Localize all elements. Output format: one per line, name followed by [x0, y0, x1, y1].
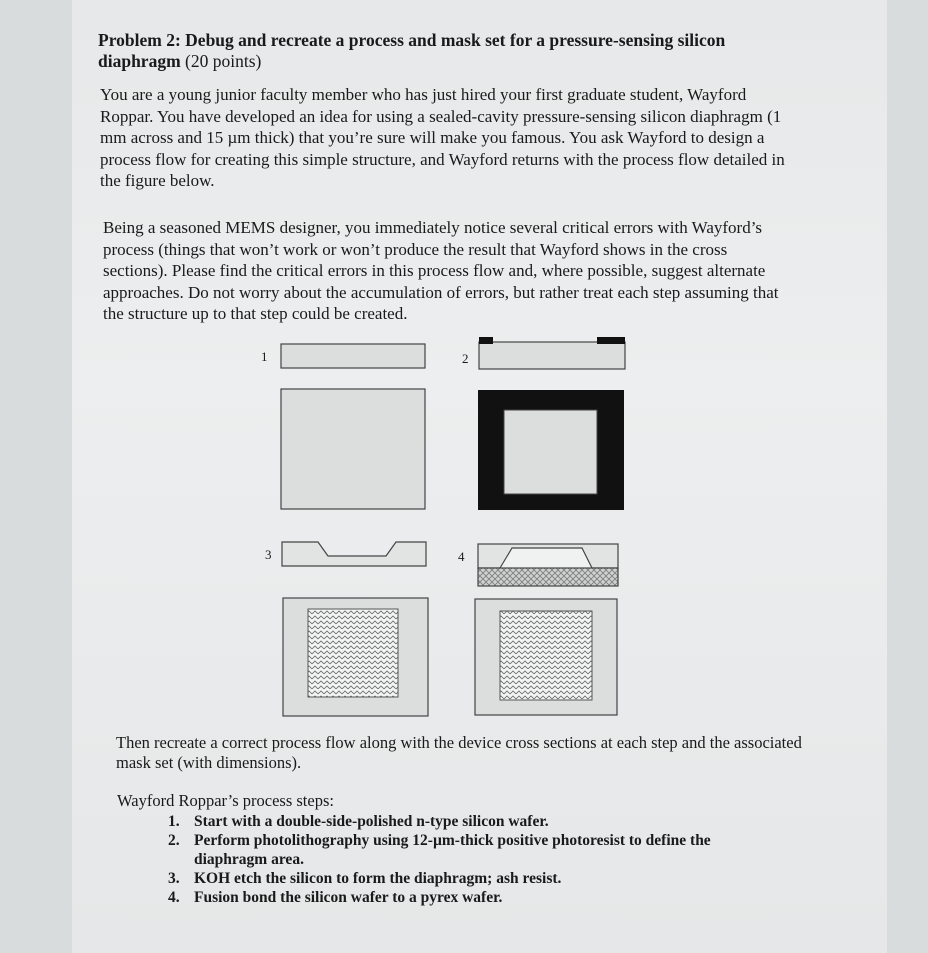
problem-title: Problem 2: Debug and recreate a process and mask set for a pressure-sensing silicon diaphragm	[98, 30, 726, 71]
step-1-label: 1	[261, 349, 268, 364]
step-2-label: 2	[462, 351, 469, 366]
step2-wafer-cross-section	[479, 342, 625, 369]
step4-diaphragm-area	[500, 611, 592, 700]
step3-etched-cross-section	[282, 542, 426, 566]
process-step: 3. KOH etch the silicon to form the diaphragm; ash resist.	[168, 870, 562, 887]
problem-points: (20 points)	[185, 51, 262, 71]
process-step: 1. Start with a double-side-polished n-type silicon wafer.	[168, 813, 549, 830]
step4-cavity	[500, 548, 592, 568]
step4-pyrex-layer	[478, 568, 618, 586]
step1-wafer-top-view	[281, 389, 425, 509]
intro-paragraph: You are a young junior faculty member who has just hired your first graduate student, Wayford Roppar. You have developed an idea for using a sealed-cavity pressure-sensing silicon diaphragm (1 mm across and 15 µm thick) that you’re sure will make you famous. You ask Wayford to design a process flow for creating this simple structure, and Wayford returns with the process flow detailed in the figure below.	[100, 85, 785, 190]
recreate-paragraph: Then recreate a correct process flow along with the device cross sections at each step and the associated mask set (with dimensions).	[116, 733, 802, 772]
step-3-label: 3	[265, 547, 272, 562]
step2-resist-right	[597, 337, 625, 344]
step2-mask-window	[504, 410, 597, 494]
errors-paragraph: Being a seasoned MEMS designer, you immediately notice several critical errors with Wayford’s process (things that won’t work or won’t produce the result that Wayford shows in the cross sections). Please find the critical errors in this process flow and, where possible, suggest alternate approaches. Do not worry about the accumulation of errors, but rather treat each step assuming that the structure up to that step could be created.	[103, 218, 779, 323]
step-4-label: 4	[458, 549, 465, 564]
process-steps-title: Wayford Roppar’s process steps:	[117, 791, 334, 810]
process-step: 4. Fusion bond the silicon wafer to a pyrex wafer.	[168, 889, 503, 906]
process-step: 2. Perform photolithography using 12-µm-thick positive photoresist to define the diaphragm area.	[168, 832, 711, 868]
process-steps-list	[168, 812, 768, 907]
step1-wafer-cross-section	[281, 344, 425, 368]
step2-resist-left	[479, 337, 493, 344]
step3-diaphragm-area	[308, 609, 398, 697]
